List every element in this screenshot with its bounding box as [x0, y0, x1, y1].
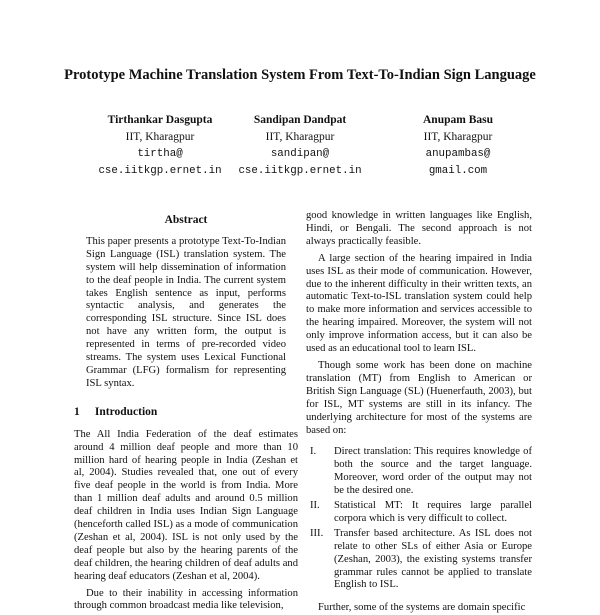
author-affiliation: IIT, Kharagpur [265, 131, 335, 143]
list-item [306, 500, 532, 526]
body-paragraph: Further, some of the systems are domain specific [318, 602, 526, 614]
list-item-text: Statistical MT: It requires large parallel corpora which is very difficult to collect. [334, 500, 532, 524]
list-marker: I. [310, 446, 317, 458]
architecture-list [306, 446, 532, 592]
section-heading-introduction [74, 406, 298, 419]
author-email-line: cse.iitkgp.ernet.in [98, 165, 222, 177]
author-email-line: tirtha@ [137, 148, 183, 160]
list-marker: II. [310, 500, 320, 512]
section-title: Introduction [94, 405, 158, 418]
author-3 [358, 112, 558, 180]
body-paragraph: A large section of the hearing impaired in India uses ISL as their mode of communication. However, due to the inherent difficulty in their written texts, an automatic Text-to-ISL translation system could help to make more information and services accessible to the hearing impaired. Moreover, the system will not only improve information access, but it can also be used as an educational tool to learn ISL. [306, 252, 532, 355]
list-item [306, 446, 532, 498]
author-email-line: gmail.com [428, 165, 488, 177]
right-column [306, 210, 532, 615]
author-email-line: sandipan@ [270, 148, 330, 160]
paper-title: Prototype Machine Translation System From Text-To-Indian Sign Language [64, 67, 536, 83]
author-name: Sandipan Dandpat [253, 114, 347, 126]
author-name: Tirthankar Dasgupta [107, 114, 213, 126]
left-column [74, 210, 298, 613]
author-email-line: cse.iitkgp.ernet.in [238, 165, 362, 177]
author-email-line: anupambas@ [425, 148, 491, 160]
abstract-text: This paper presents a prototype Text-To-Indian Sign Language (ISL) translation system. The system will help dissemination of information to the deaf people in India. The current system takes English sentence as input, performs syntactic analysis, and generates the corresponding ISL structure. Since ISL does not have any written form, the output is represented in terms of pre-recorded video streams. The system uses Lexical Functional Grammar (LFG) formalism for representing ISL syntax. [86, 235, 286, 389]
body-paragraph: Though some work has been done on machine translation (MT) from English to American or British Sign Language (SL) (Huenerfauth, 2003), but for ISL, MT systems are still in its infancy. The underlying architecture for most of the systems are based on: [306, 359, 532, 436]
abstract-heading: Abstract [164, 214, 208, 226]
intro-paragraph: Due to their inability in accessing information through common broadcast media like television, [74, 587, 298, 612]
list-item [306, 528, 532, 593]
author-name: Anupam Basu [423, 114, 493, 126]
list-item-text: Direct translation: This requires knowledge of both the source and the target language. Moreover, word order of the output may not be the desired one. [334, 446, 532, 497]
list-item-text: Transfer based architecture. As ISL does not relate to other SLs of either Asia or Europe (Zeshan, 2003), the existing systems transfer grammar rules cannot be applied to translate English to ISL. [334, 527, 532, 591]
intro-paragraph: The All India Federation of the deaf estimates around 4 million deaf people and more than 10 million hard of hearing people in India (Zeshan et al, 2004). Studies revealed that, one out of every five deaf people in the world is from India. More than 1 million deaf adults and around 0.5 million deaf children in India uses Indian Sign Language (henceforth called ISL) as a mode of communication (Zeshan et al, 2004). ISL is not only used by the deaf people but also by the hearing parents of the deaf children, the hearing children of deaf adults and hearing deaf educators (Zeshan et al, 2004). [74, 428, 298, 582]
author-affiliation: IIT, Kharagpur [423, 131, 493, 143]
body-paragraph: good knowledge in written languages like English, Hindi, or Bengali. The second approach is not always practically feasible. [306, 210, 532, 247]
section-number: 1 [74, 405, 80, 418]
author-affiliation: IIT, Kharagpur [125, 131, 195, 143]
list-marker: III. [310, 527, 324, 539]
